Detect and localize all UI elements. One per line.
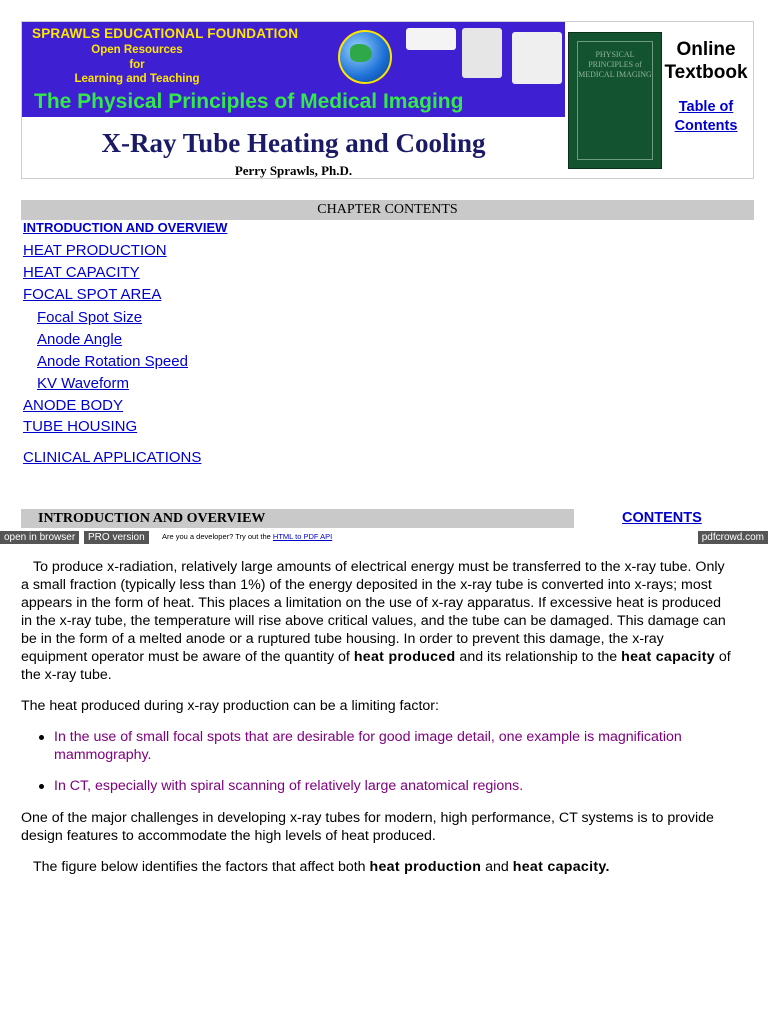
pdfcrowd-brand-link[interactable]: pdfcrowd.com [698,531,768,544]
toc-item-anode-rotation-speed[interactable]: Anode Rotation Speed [37,353,188,370]
page-title: X-Ray Tube Heating and Cooling [101,128,486,158]
camera-figure-icon [406,28,456,50]
intro-bold-heat-capacity: heat capacity [621,649,715,665]
intro-text-c: and its relationship to the [455,649,622,665]
figure-intro-bold-heat-capacity: heat capacity. [512,859,610,875]
section-heading: INTRODUCTION AND OVERVIEW [21,509,574,528]
toc-item-heat-production[interactable]: HEAT PRODUCTION [23,242,167,259]
ct-challenge-paragraph: One of the major challenges in developing x-ray tubes for modern, high performance, CT systems is to provide design features to accommodate the high levels of heat produced. [21,810,714,844]
banner-title: The Physical Principles of Medical Imaging [34,90,464,113]
intro-text-a: To produce x-radiation, relatively large amounts of electrical energy must be transferred to the x-ray tube. Only a small fraction (typically less than 1%) of the energy deposited in the x-ray tube is converted into x-rays; most appears in the form of heat. This places a limitation on the use of x-ray apparatus. If excessive heat is produced in the x-ray tube, the temperature will rise above critical values, and the tube can be damaged. This damage can be in the form of a melted anode or a ruptured tube housing. In order to prevent this damage, the x-ray equipment operator must be aware of the quantity of [21,559,726,665]
list-item-small-focal-spots: In the use of small focal spots that are desirable for good image detail, one example is magnification mammography. [54,728,768,764]
foundation-banner [22,22,565,117]
banner-line-2: for [129,59,145,71]
toc-link-line2: Contents [674,118,738,134]
developer-promo-text: Are you a developer? Try out the [162,532,271,541]
toc-item-tube-housing[interactable]: TUBE HOUSING [23,418,138,435]
student-figure-icon [512,32,562,84]
figure-intro-text-c: and [481,859,513,875]
banner-org-name: SPRAWLS EDUCATIONAL FOUNDATION [32,26,299,41]
toc-item-heat-capacity[interactable]: HEAT CAPACITY [23,264,140,281]
table-of-contents-link[interactable] [660,98,752,136]
scientist-figure-icon [462,28,502,78]
toc-item-anode-angle[interactable]: Anode Angle [37,331,123,348]
online-label-line1: Online [676,39,736,60]
limiting-factor-paragraph: The heat produced during x-ray production can be a limiting factor: [21,698,439,714]
toc-item-clinical-applications[interactable]: CLINICAL APPLICATIONS [23,449,202,466]
online-textbook-label [660,38,752,84]
contents-link[interactable]: CONTENTS [622,510,702,526]
author-name: Perry Sprawls, Ph.D. [234,163,353,178]
limiting-factors-list [21,728,768,808]
online-label-line2: Textbook [664,62,748,83]
chapter-contents-heading: CHAPTER CONTENTS [21,200,754,220]
banner-line-3: Learning and Teaching [74,73,200,85]
toc-item-kv-waveform[interactable]: KV Waveform [37,375,129,392]
figure-intro-bold-heat-production: heat production [369,859,482,875]
intro-bold-heat-produced: heat produced [353,649,456,665]
toc-item-focal-spot-area[interactable]: FOCAL SPOT AREA [23,286,162,303]
toc-item-introduction[interactable]: INTRODUCTION AND OVERVIEW [23,220,228,235]
intro-text-d: of the x-ray tube. [21,649,731,683]
html-to-pdf-api-link[interactable]: HTML to PDF API [272,532,333,541]
toc-item-focal-spot-size[interactable]: Focal Spot Size [37,309,143,326]
toc-link-line1: Table of [678,99,734,115]
toc-item-anode-body[interactable]: ANODE BODY [23,397,124,414]
developer-promo [162,532,332,541]
globe-icon [338,30,392,84]
book-cover-title: PHYSICAL PRINCIPLES of MEDICAL IMAGING [577,41,653,160]
intro-paragraph [21,558,731,684]
banner-line-1: Open Resources [91,44,183,56]
figure-intro-paragraph [21,858,731,876]
figure-intro-text-a: The figure below identifies the factors that affect both [33,859,370,875]
textbook-cover-image[interactable] [568,32,662,169]
list-item-ct-spiral: In CT, especially with spiral scanning of relatively large anatomical regions. [54,777,768,795]
open-in-browser-button[interactable]: open in browser [0,531,79,544]
pro-version-button[interactable]: PRO version [84,531,149,544]
